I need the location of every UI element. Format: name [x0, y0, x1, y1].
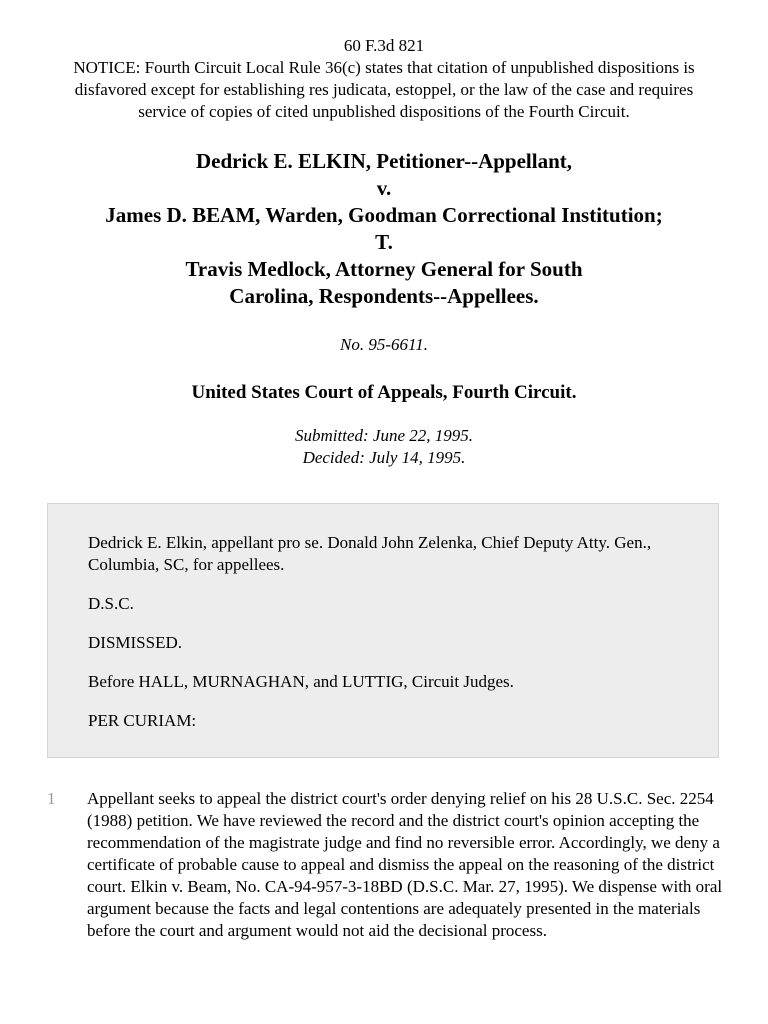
court-name: United States Court of Appeals, Fourth Circuit. [191, 382, 577, 403]
appellee-line-3: Travis Medlock, Attorney General for South [185, 257, 583, 281]
case-dates [0, 425, 768, 469]
appellee-line-4: Carolina, Respondents--Appellees. [229, 284, 539, 308]
judge-panel: Before HALL, MURNAGHAN, and LUTTIG, Circuit Judges. [88, 672, 514, 691]
paragraph-text: Appellant seeks to appeal the district court's order denying relief on his 28 U.S.C. Sec. 2254 (1988) petition. We have reviewed the record and the district court's opinion accepting the recommendation of the magistrate judge and find no reversible error. Accordingly, we deny a certificate of probable cause to appeal and dismiss the appeal on the reasoning of the district court. Elkin v. Beam, No. CA-94-957-3-18BD (D.S.C. Mar. 27, 1995). We dispense with oral argument because the facts and legal contentions are adequately presented in the materials before the court and argument would not aid the decisional process. [87, 789, 723, 940]
paragraph-number: 1 [47, 789, 56, 808]
versus-line: v. [376, 176, 392, 200]
appellee-line-2: T. [375, 230, 393, 254]
case-citation: 60 F.3d 821 [343, 36, 425, 55]
appellant-line: Dedrick E. ELKIN, Petitioner--Appellant, [195, 149, 573, 173]
disposition: DISMISSED. [88, 633, 182, 652]
publication-notice: NOTICE: Fourth Circuit Local Rule 36(c) states that citation of unpublished dispositions is disfavored except for establishing res judicata, estoppel, or the law of the case and requires service of copies of cited unpublished dispositions of the Fourth Circuit. [73, 58, 695, 121]
submitted-date: Submitted: June 22, 1995. [295, 426, 473, 445]
case-caption [0, 148, 768, 310]
docket-number: No. 95-6611. [340, 335, 428, 354]
decided-date: Decided: July 14, 1995. [302, 448, 466, 467]
counsel-text: Dedrick E. Elkin, appellant pro se. Donald John Zelenka, Chief Deputy Atty. Gen., Columbia, SC, for appellees. [88, 533, 652, 574]
document-header [54, 0, 714, 123]
origin-court: D.S.C. [88, 594, 134, 613]
case-info-box [47, 503, 719, 758]
appellee-line-1: James D. BEAM, Warden, Goodman Correctional Institution; [105, 203, 663, 227]
per-curiam-label: PER CURIAM: [88, 711, 197, 730]
